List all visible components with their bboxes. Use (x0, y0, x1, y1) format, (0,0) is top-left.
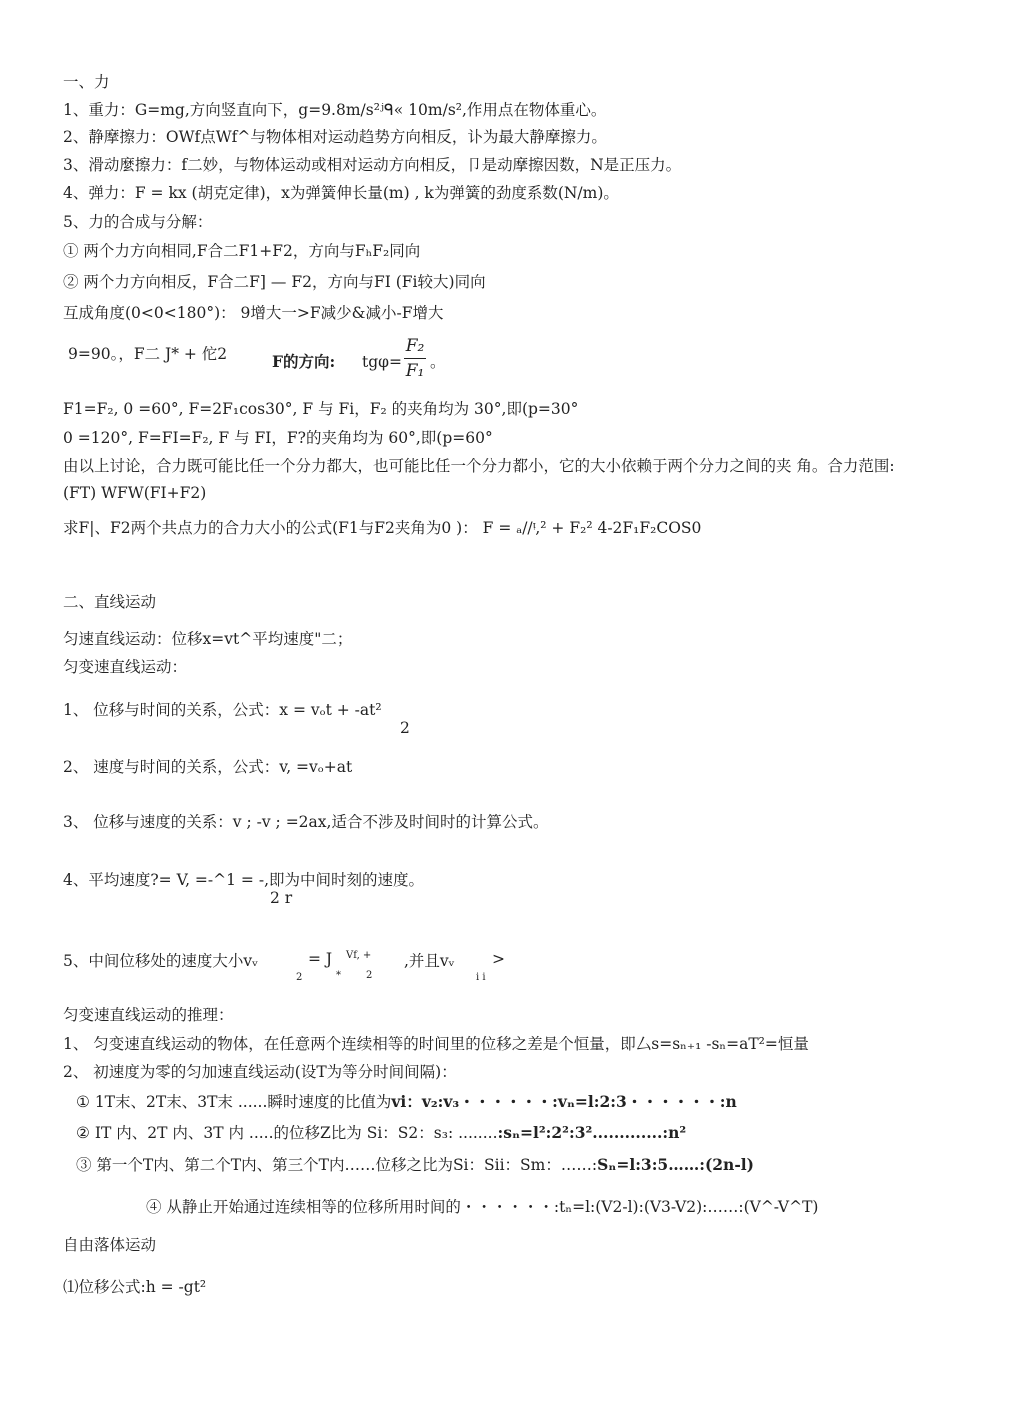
same-direction-line: ① 两个力方向相同,F合二F1+F2，方向与FₕF₂同向 (63, 242, 421, 260)
ratio-3-label: ③ 第一个T内、第二个T内、第三个T内……位移之比为Si：Sii：Sm：……: (76, 1156, 598, 1174)
ratio-1-text (76, 1092, 737, 1112)
ratio-1-label: ① 1T末、2T末、3T末 ......瞬时速度的比值为 (76, 1093, 392, 1111)
direction-label: F的方向: (272, 352, 336, 371)
inference-1-line: 1、 匀变速直线运动的物体，在任意两个连续相等的时间里的位移之差是个恒量，即厶s=sₙ₊₁ -sₙ=aT²=恒量 (63, 1035, 809, 1053)
inference-heading: 匀变速直线运动的推理： (63, 1006, 234, 1024)
free-fall-heading: 自由落体运动 (63, 1236, 157, 1254)
fraction-end: 。 (430, 353, 446, 371)
tangent-label: tgφ= (362, 353, 402, 371)
case-60-line: F1=F₂, 0 =60°, F=2F₁cos30°, F 与 Fi，F₂ 的夹角均为 30°,即(p=30° (63, 400, 579, 418)
midpoint-velocity-line: 5、中间位移处的速度大小vᵥ (63, 952, 258, 970)
right-angle-formula: 9=90。，F二 J* + 佗2 (68, 345, 228, 363)
uniform-motion-line: 匀速直线运动：位移x=vt^平均速度"二； (63, 630, 353, 648)
midpoint-comparison: ,并且vᵥ (404, 952, 455, 970)
case-120-line: 0 =120°, F=FI=F₂, F 与 FI，F?的夹角均为 60°,即(p=60° (63, 429, 493, 447)
static-friction-line: 2、静摩擦力：OWf点Wf^与物体相对运动趋势方向相反，讣为最大静摩擦力。 (63, 128, 607, 146)
ratio-3-value: Sₙ=l:3:5……:(2n-l) (597, 1155, 754, 1174)
midpoint-subscript-1: 2 (296, 972, 303, 983)
displacement-time-line: 1、 位移与时间的关系，公式：x = vₒt + -at² (63, 701, 382, 719)
displacement-velocity-line: 3、 位移与速度的关系：v ; -v ; =2ax,适合不涉及时间时的计算公式。 (63, 813, 549, 831)
ratio-4-line: ④ 从静止开始通过连续相等的位移所用时间的・・・・・・:tₙ=l:(V2-l):(V3-V2):……:(V^-V^T) (146, 1198, 819, 1216)
midpoint-subscript-3: 2 (366, 970, 373, 981)
section-heading-motion: 二、直线运动 (63, 593, 157, 611)
ratio-1-value: vi：v₂:v₃・・・・・・:vₙ=l:2:3・・・・・・:n (391, 1092, 737, 1111)
tangent-fraction (404, 336, 426, 381)
ratio-2-text (76, 1123, 686, 1143)
midpoint-formula-part: = J (308, 950, 333, 968)
free-fall-displacement-line: ⑴位移公式:h = -gt² (63, 1278, 207, 1296)
opposite-direction-line: ② 两个力方向相反，F合二F] — F2，方向与FI (Fi较大)同向 (63, 273, 486, 291)
average-velocity-denominator: 2 r (270, 889, 293, 907)
gravity-line: 1、重力：G=mg,方向竖直向下，g=9.8m/s²ʲᑫ« 10m/s²,作用点在物体重心。 (63, 101, 607, 119)
ratio-2-label: ② IT 内、2T 内、3T 内 .....的位移Z比为 Si：S2：s₃: ........ (76, 1124, 498, 1142)
fraction-bar (404, 358, 426, 359)
section-heading-force: 一、力 (63, 73, 110, 91)
discussion-paragraph: 由以上讨论，合力既可能比任一个分力都大，也可能比任一个分力都小，它的大小依赖于两个分力之间的夹 角。合力范围:(FT) WFW(FI+F2) (63, 457, 895, 502)
fraction-numerator: F₂ (405, 336, 425, 356)
midpoint-subscript-2: * (336, 970, 341, 981)
composition-heading: 5、力的合成与分解： (63, 213, 213, 231)
resultant-formula-line: 求F|、F2两个共点力的合力大小的公式(F1与F2夹角为0 )： F = ₐ//ᵎ,² + F₂² 4-2F₁F₂COS0 (63, 519, 702, 537)
inference-2-line: 2、 初速度为零的匀加速直线运动(设T为等分时间间隔)： (63, 1063, 457, 1081)
midpoint-formula-superscript: Vf, + (346, 950, 372, 961)
elastic-force-line: 4、弹力：F = kx (胡克定律)，x为弹簧伸长量(m) , k为弹簧的劲度系数(N/m)。 (63, 184, 619, 202)
angle-range-line: 互成角度(0<0<180°)： 9增大一>F减少&减小-F增大 (63, 304, 444, 322)
average-velocity-line: 4、平均速度?= V, =-^1 = -,即为中间时刻的速度。 (63, 871, 425, 889)
velocity-time-line: 2、 速度与时间的关系，公式：v, =vₒ+at (63, 758, 353, 776)
ratio-3-text (76, 1155, 754, 1175)
displacement-time-denominator: 2 (400, 719, 410, 737)
midpoint-subscript-4: i i (476, 972, 486, 983)
greater-than-sign: > (492, 950, 505, 968)
sliding-friction-line: 3、滑动麼擦力：f二妙，与物体运动或相对运动方向相反，卩是动摩擦因数，N是正压力。 (63, 156, 682, 174)
uniform-acceleration-heading: 匀变速直线运动： (63, 658, 188, 676)
fraction-denominator: F₁ (405, 361, 425, 381)
ratio-2-value: :sₙ=l²:2²:3².............:n² (497, 1123, 687, 1142)
